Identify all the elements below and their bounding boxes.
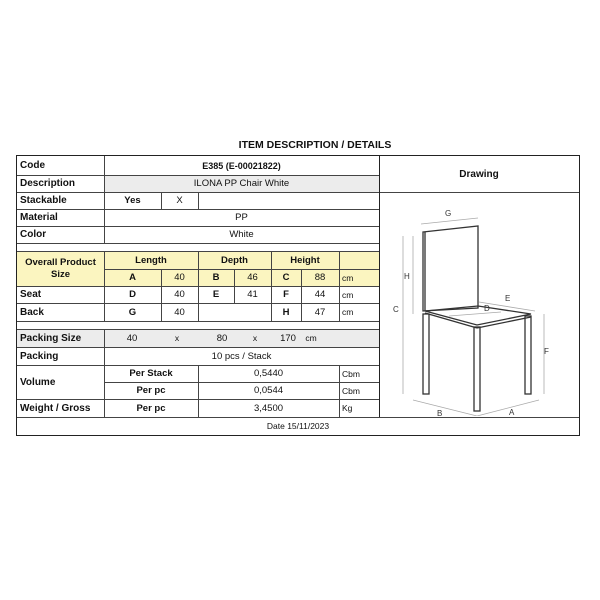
overall-size-label-line1: Overall Product [25, 256, 96, 268]
weight-label: Weight / Gross [20, 402, 91, 414]
dim-label-h: H [404, 272, 410, 281]
height-header: Height [290, 254, 320, 266]
dim-key-b: B [212, 272, 220, 283]
chair-diagram-icon [379, 194, 579, 416]
dim-label-g: G [445, 209, 452, 218]
volume-per-stack-unit: Cbm [342, 368, 360, 379]
material-value: PP [235, 212, 248, 223]
dim-label-b: B [437, 409, 443, 416]
color-value: White [229, 229, 254, 240]
description-value: ILONA PP Chair White [193, 178, 290, 189]
volume-per-stack-value: 0,5440 [253, 368, 284, 379]
dim-label-f: F [544, 347, 549, 356]
code-label: Code [20, 160, 45, 171]
depth-header: Depth [221, 254, 248, 266]
dim-val-d: 40 [174, 289, 185, 300]
chair-drawing [379, 194, 579, 434]
dim-label-c: C [393, 305, 399, 314]
weight-sub-label: Per pc [136, 402, 166, 414]
packing-label: Packing [20, 350, 59, 362]
weight-value: 3,4500 [253, 402, 284, 414]
overall-size-label [17, 251, 104, 286]
dim-val-b: 46 [247, 272, 258, 283]
dim-unit-overall: cm [342, 272, 354, 283]
volume-per-pc-unit: Cbm [342, 385, 360, 396]
stackable-mark: X [176, 195, 183, 206]
dim-val-c: 88 [314, 272, 326, 283]
dim-unit-seat: cm [342, 289, 354, 300]
overall-size-label-line2: Size [50, 268, 70, 280]
description-label: Description [20, 178, 76, 189]
dim-val-a: 40 [174, 272, 185, 283]
dim-val-f: 44 [314, 289, 326, 300]
material-label: Material [20, 212, 58, 223]
back-label: Back [20, 306, 44, 318]
packing-size-width: 80 [216, 332, 228, 344]
packing-size-x2: x [252, 333, 258, 343]
volume-per-stack-label: Per Stack [129, 368, 173, 379]
color-label: Color [20, 229, 47, 240]
packing-size-label: Packing Size [20, 332, 82, 344]
dim-key-f: F [283, 289, 289, 300]
dim-label-a: A [509, 408, 515, 416]
stackable-yes: Yes [124, 195, 141, 206]
dim-key-d: D [129, 289, 136, 300]
packing-value: 10 pcs / Stack [211, 350, 272, 362]
packing-size-length: 40 [126, 332, 138, 344]
code-value: E385 (E-00021822) [202, 160, 281, 171]
weight-unit: Kg [342, 403, 353, 413]
seat-label: Seat [20, 289, 42, 300]
length-header: Length [135, 254, 167, 266]
dim-key-h: H [282, 306, 290, 318]
dim-key-a: A [129, 272, 136, 283]
packing-size-height: 170 [280, 332, 296, 344]
packing-size-unit: cm [305, 333, 317, 343]
dim-unit-back: cm [342, 307, 354, 317]
packing-size-x1: x [174, 333, 180, 343]
dim-key-g: G [128, 306, 137, 318]
dim-key-c: C [282, 272, 290, 283]
stackable-label: Stackable [20, 195, 67, 206]
volume-label: Volume [20, 376, 56, 388]
dim-key-e: E [212, 289, 220, 300]
drawing-title: Drawing [459, 168, 499, 180]
dim-label-e: E [505, 294, 511, 303]
spec-sheet [16, 155, 580, 436]
volume-per-pc-label: Per pc [136, 385, 166, 396]
date-footer: Date 15/11/2023 [266, 421, 330, 431]
dim-label-d: D [484, 304, 490, 313]
dim-val-e: 41 [247, 289, 258, 300]
volume-per-pc-value: 0,0544 [253, 385, 284, 396]
dim-val-h: 47 [314, 306, 326, 318]
dim-val-g: 40 [174, 306, 185, 318]
page-title: ITEM DESCRIPTION / DETAILS [238, 139, 392, 151]
